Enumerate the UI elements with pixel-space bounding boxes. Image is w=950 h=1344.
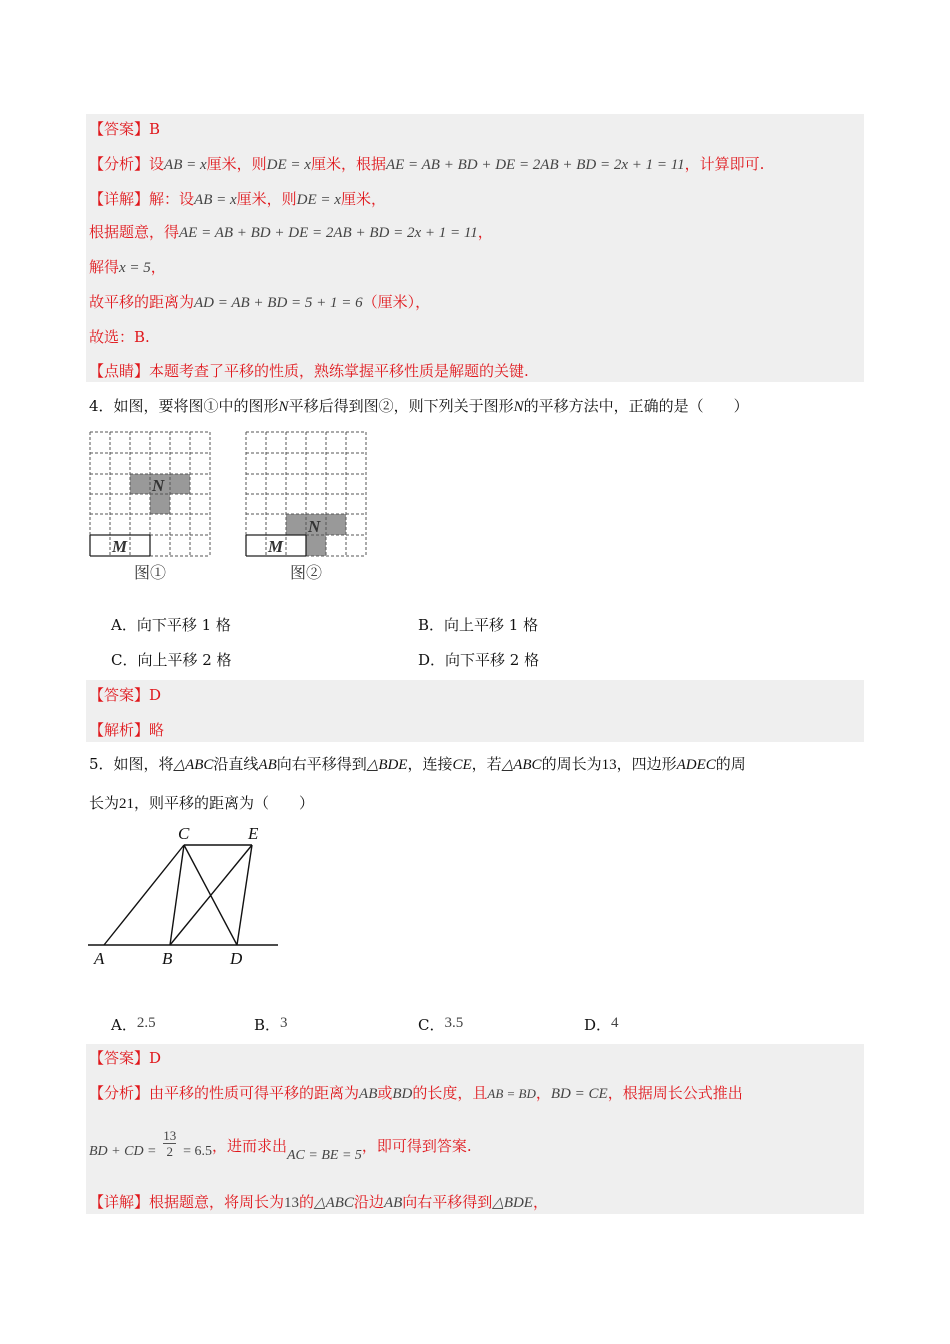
q5-option-d: D．4 xyxy=(584,1015,619,1034)
q4-option-a: A．向下平移 1 格 xyxy=(111,616,231,634)
q4-fig1-caption: 图① xyxy=(134,565,167,582)
q5-label-B: B xyxy=(162,949,173,968)
q4-figure-2 xyxy=(246,432,366,582)
q5-option-c: C．3.5 xyxy=(418,1015,464,1034)
q3-analysis: 【分析】设AB = x厘米，则DE = x厘米，根据AE = AB + BD + DE = 2AB + BD = 2x + 1 = 11，计算即可. xyxy=(89,155,765,173)
q3-answer: 【答案】B xyxy=(89,120,161,138)
q5-label-E: E xyxy=(248,824,259,843)
q5-label-A: A xyxy=(94,949,105,968)
q4-fig2-caption: 图② xyxy=(290,565,323,582)
q3-detail-2: 根据题意，得AE = AB + BD + DE = 2AB + BD = 2x + 1 = 11， xyxy=(89,223,493,241)
q4-option-d: D．向下平移 2 格 xyxy=(418,651,540,669)
q5-option-a: A．2.5 xyxy=(111,1015,156,1034)
q4-answer: 【答案】D xyxy=(89,686,162,704)
q4-figures xyxy=(86,428,386,588)
q5-segment-CD xyxy=(184,845,237,945)
q4-fig2-shape-stem xyxy=(306,535,326,556)
q5-analysis-2: BD + CD = $\frac{13}{2}$ = 6.5，进而求出AC = BE = 5，即可得到答案. xyxy=(89,1128,472,1163)
q5-figure xyxy=(86,820,286,972)
q5-option-b: B．3 xyxy=(254,1015,288,1034)
q3-detail-1: 【详解】解：设AB = x厘米，则DE = x厘米， xyxy=(89,190,386,208)
q3-detail-5: 故选：B. xyxy=(89,328,150,346)
q5-answer: 【答案】D xyxy=(89,1049,162,1067)
q4-solution-box xyxy=(86,680,864,742)
q5-detail-1: 【详解】根据题意，将周长为13的△ABC沿边AB向右平移得到△BDE， xyxy=(89,1193,548,1211)
q3-detail-4: 故平移的距离为AD = AB + BD = 5 + 1 = 6（厘米）， xyxy=(89,293,431,311)
q4-figure-1 xyxy=(90,432,210,582)
q4-fig2-M: M xyxy=(268,537,284,556)
q5-stem-2: 长为21，则平移的距离为（ ） xyxy=(89,794,315,812)
q5-stem-1: 5．如图，将△ABC沿直线AB向右平移得到△BDE，连接CE，若△ABC的周长为13，四边形ADEC的周 xyxy=(89,755,746,773)
q4-analysis: 【解析】略 xyxy=(89,721,165,739)
q3-detail-3: 解得x = 5， xyxy=(89,258,166,276)
q5-fraction: $\frac{13}{2}$ xyxy=(163,1128,177,1159)
q3-comment: 【点睛】本题考查了平移的性质，熟练掌握平移性质是解题的关键. xyxy=(89,362,529,380)
q5-analysis-1: 【分析】由平移的性质可得平移的距离为AB或BD的长度，且AB = BD，BD = CE，根据周长公式推出 xyxy=(89,1084,743,1102)
q4-fig1-M: M xyxy=(112,537,128,556)
q4-option-b: B．向上平移 1 格 xyxy=(418,616,539,634)
q5-label-C: C xyxy=(178,824,190,843)
q4-fig1-N: N xyxy=(152,476,165,495)
q4-fig1-shape-stem xyxy=(150,494,170,514)
q4-stem: 4．如图，要将图①中的图形N平移后得到图②，则下列关于图形N的平移方法中，正确的是（ ） xyxy=(89,397,749,415)
q5-label-D: D xyxy=(230,949,243,968)
q4-fig2-N: N xyxy=(308,517,321,536)
q4-option-c: C．向上平移 2 格 xyxy=(111,651,232,669)
